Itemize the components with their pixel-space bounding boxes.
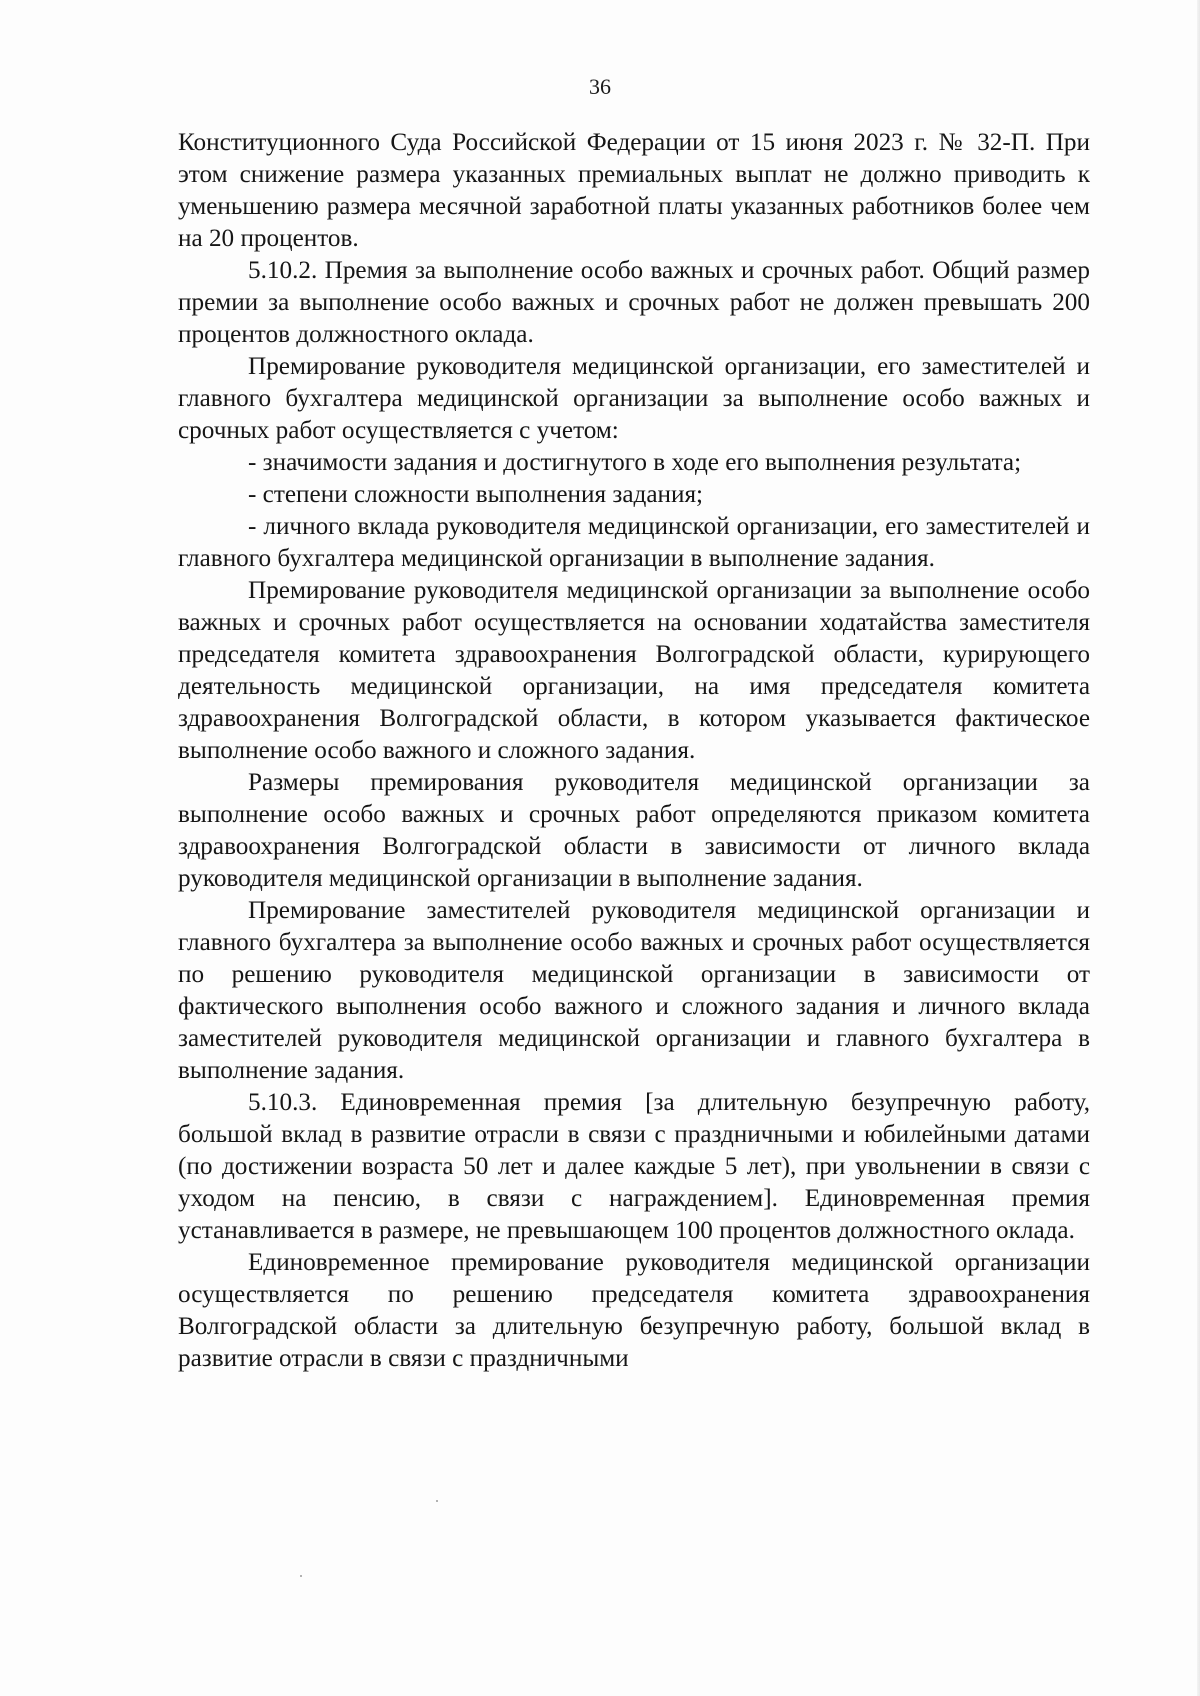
page-number: 36 xyxy=(589,74,611,99)
list-item-complexity: - степени сложности выполнения задания; xyxy=(248,481,704,508)
paragraph-premium-criteria: Премирование руководителя медицинской организации, его заместителей и главного бухгалтера медицинской организации за выполнение особо важных и срочных работ осуществляется с учетом: xyxy=(178,353,1090,444)
paragraph-deputies-premium: Премирование заместителей руководителя медицинской организации и главного бухгалтера за выполнение особо важных и срочных работ осуществляется по решению руководителя медицинской организации в зависимости от фактического выполнения особо важного и сложного задания и личного вклада заместителей руководителя медицинской организации и главного бухгалтера в выполнение задания. xyxy=(178,897,1090,1084)
list-item-personal-contribution: - личного вклада руководителя медицинской организации, его заместителей и главного бухгалтера медицинской организации в выполнение задания. xyxy=(178,513,1090,572)
list-item-significance: - значимости задания и достигнутого в ходе его выполнения результата; xyxy=(248,449,1022,476)
paragraph-premium-amounts: Размеры премирования руководителя медицинской организации за выполнение особо важных и срочных работ определяются приказом комитета здравоохранения Волгоградской области в зависимости от личного вклада руководителя медицинской организации в выполнение задания. xyxy=(178,769,1090,892)
paragraph-1: Конституционного Суда Российской Федерации от 15 июня 2023 г. № 32-П. При этом снижение размера указанных премиальных выплат не должно приводить к уменьшению размера месячной заработной платы указанных работников более чем на 20 процентов. xyxy=(178,129,1090,252)
paragraph-head-premium-basis: Премирование руководителя медицинской организации за выполнение особо важных и срочных работ осуществляется на основании ходатайства заместителя председателя комитета здравоохранения Волгоградской области, курирующего деятельность медицинской организации, на имя председателя комитета здравоохранения Волгоградской области, в котором указывается фактическое выполнение особо важного и сложного задания. xyxy=(178,577,1090,764)
paragraph-5-10-3: 5.10.3. Единовременная премия [за длительную безупречную работу, большой вклад в развитие отрасли в связи с праздничными и юбилейными датами (по достижении возраста 50 лет и далее каждые 5 лет), при увольнении в связи с уходом на пенсию, в связи с награждением]. Единовременная премия устанавливается в размере, не превышающем 100 процентов должностного оклада. xyxy=(178,1089,1090,1244)
scan-speck xyxy=(436,1500,438,1502)
document-body xyxy=(178,127,1090,1375)
scan-speck xyxy=(300,1575,302,1577)
paragraph-one-time-premium: Единовременное премирование руководителя медицинской организации осуществляется по решению председателя комитета здравоохранения Волгоградской области за длительную безупречную работу, большой вклад в развитие отрасли в связи с праздничными xyxy=(178,1249,1090,1372)
paragraph-5-10-2: 5.10.2. Премия за выполнение особо важных и срочных работ. Общий размер премии за выполнение особо важных и срочных работ не должен превышать 200 процентов должностного оклада. xyxy=(178,257,1090,348)
